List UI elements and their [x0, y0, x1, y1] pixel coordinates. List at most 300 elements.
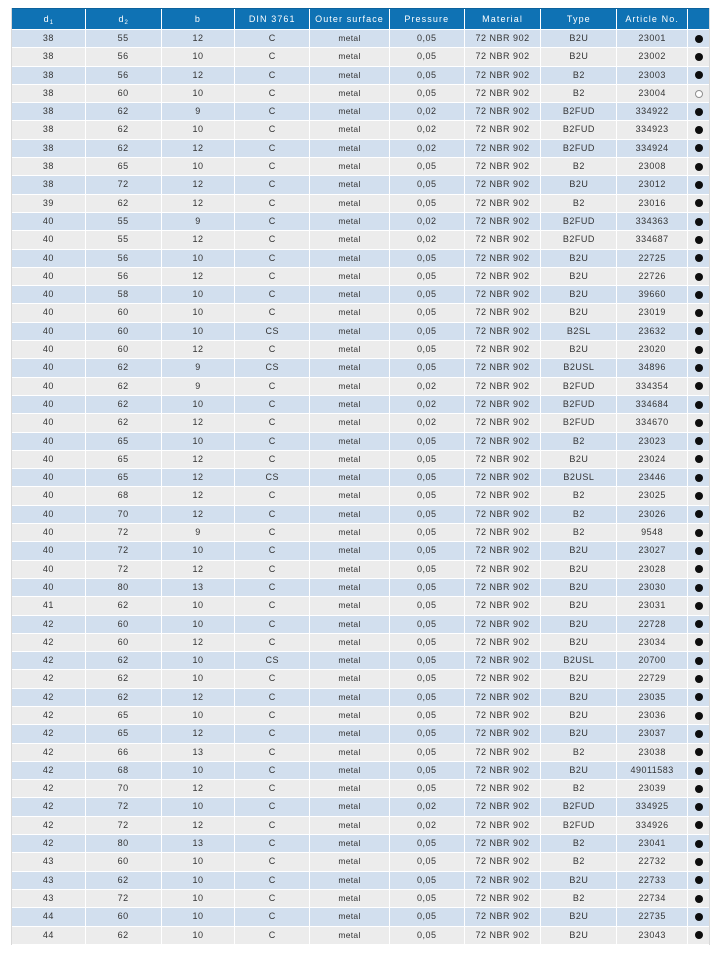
cell-article-no: 23043 [617, 927, 687, 944]
cell-type: B2FUD [541, 396, 616, 413]
cell-article-no: 23016 [617, 195, 687, 212]
cell-article-no: 22732 [617, 853, 687, 870]
cell-d2: 60 [86, 341, 161, 358]
cell-article-no: 23030 [617, 579, 687, 596]
table-body [12, 30, 709, 944]
cell-d2: 80 [86, 579, 161, 596]
cell-pressure: 0,05 [390, 85, 464, 102]
table-row[interactable] [12, 707, 709, 724]
cell-d1: 42 [12, 634, 85, 651]
cell-din-3761: C [235, 634, 309, 651]
availability-filled-dot-icon [695, 931, 703, 939]
cell-d2: 65 [86, 707, 161, 724]
table-row[interactable] [12, 908, 709, 925]
availability-filled-dot-icon [695, 785, 703, 793]
cell-d1: 40 [12, 286, 85, 303]
cell-pressure: 0,05 [390, 634, 464, 651]
cell-article-no: 23008 [617, 158, 687, 175]
cell-article-no: 23025 [617, 487, 687, 504]
cell-outer-surface: metal [310, 670, 389, 687]
cell-b: 10 [162, 304, 235, 321]
cell-b: 10 [162, 158, 235, 175]
availability-filled-dot-icon [695, 821, 703, 829]
cell-article-no: 23024 [617, 451, 687, 468]
cell-d1: 42 [12, 689, 85, 706]
cell-d1: 40 [12, 433, 85, 450]
table-row[interactable] [12, 140, 709, 157]
cell-b: 12 [162, 780, 235, 797]
table-row[interactable] [12, 634, 709, 651]
cell-type: B2FUD [541, 817, 616, 834]
cell-pressure: 0,02 [390, 817, 464, 834]
cell-d2: 60 [86, 323, 161, 340]
cell-material: 72 NBR 902 [465, 487, 541, 504]
table-row[interactable] [12, 268, 709, 285]
cell-outer-surface: metal [310, 561, 389, 578]
table-row[interactable] [12, 451, 709, 468]
table-row[interactable] [12, 762, 709, 779]
cell-availability [688, 762, 709, 779]
cell-type: B2U [541, 762, 616, 779]
cell-material: 72 NBR 902 [465, 396, 541, 413]
cell-pressure: 0,05 [390, 835, 464, 852]
cell-d2: 62 [86, 378, 161, 395]
cell-pressure: 0,05 [390, 616, 464, 633]
cell-d2: 60 [86, 853, 161, 870]
table-row[interactable] [12, 341, 709, 358]
table-row[interactable] [12, 597, 709, 614]
cell-outer-surface: metal [310, 872, 389, 889]
cell-article-no: 23026 [617, 506, 687, 523]
cell-din-3761: CS [235, 469, 309, 486]
cell-b: 12 [162, 689, 235, 706]
cell-din-3761: C [235, 506, 309, 523]
cell-availability [688, 853, 709, 870]
cell-din-3761: C [235, 689, 309, 706]
cell-pressure: 0,05 [390, 304, 464, 321]
table-row[interactable] [12, 652, 709, 669]
cell-d1: 42 [12, 744, 85, 761]
table-header-row [12, 8, 709, 29]
table-row[interactable] [12, 378, 709, 395]
cell-b: 12 [162, 176, 235, 193]
table-row[interactable] [12, 250, 709, 267]
column-header-label: Outer surface [315, 14, 384, 24]
cell-pressure: 0,02 [390, 121, 464, 138]
cell-material: 72 NBR 902 [465, 30, 541, 47]
cell-din-3761: C [235, 890, 309, 907]
cell-pressure: 0,05 [390, 67, 464, 84]
cell-availability [688, 378, 709, 395]
cell-b: 9 [162, 103, 235, 120]
availability-filled-dot-icon [695, 455, 703, 463]
cell-din-3761: C [235, 176, 309, 193]
cell-pressure: 0,05 [390, 652, 464, 669]
cell-din-3761: C [235, 542, 309, 559]
table-row[interactable] [12, 927, 709, 944]
table-row[interactable] [12, 195, 709, 212]
cell-material: 72 NBR 902 [465, 414, 541, 431]
cell-b: 10 [162, 433, 235, 450]
cell-d1: 43 [12, 890, 85, 907]
availability-filled-dot-icon [695, 895, 703, 903]
cell-pressure: 0,05 [390, 579, 464, 596]
cell-article-no: 22733 [617, 872, 687, 889]
cell-d1: 38 [12, 103, 85, 120]
cell-material: 72 NBR 902 [465, 506, 541, 523]
table-row[interactable] [12, 616, 709, 633]
cell-outer-surface: metal [310, 176, 389, 193]
cell-pressure: 0,02 [390, 798, 464, 815]
cell-d2: 60 [86, 908, 161, 925]
cell-pressure: 0,05 [390, 158, 464, 175]
cell-material: 72 NBR 902 [465, 67, 541, 84]
cell-pressure: 0,05 [390, 341, 464, 358]
cell-outer-surface: metal [310, 542, 389, 559]
column-header-subscript: 1 [49, 20, 54, 26]
table-row[interactable] [12, 323, 709, 340]
cell-d1: 40 [12, 506, 85, 523]
cell-d2: 72 [86, 524, 161, 541]
cell-availability [688, 213, 709, 230]
cell-d2: 72 [86, 890, 161, 907]
cell-article-no: 49011583 [617, 762, 687, 779]
cell-availability [688, 85, 709, 102]
cell-availability [688, 835, 709, 852]
cell-din-3761: C [235, 798, 309, 815]
cell-material: 72 NBR 902 [465, 798, 541, 815]
table-row[interactable] [12, 30, 709, 47]
cell-outer-surface: metal [310, 341, 389, 358]
table-row[interactable] [12, 890, 709, 907]
availability-filled-dot-icon [695, 876, 703, 884]
cell-material: 72 NBR 902 [465, 853, 541, 870]
table-row[interactable] [12, 469, 709, 486]
cell-material: 72 NBR 902 [465, 121, 541, 138]
cell-outer-surface: metal [310, 433, 389, 450]
cell-b: 12 [162, 561, 235, 578]
table-row[interactable] [12, 817, 709, 834]
cell-availability [688, 140, 709, 157]
table-row[interactable] [12, 798, 709, 815]
cell-b: 9 [162, 524, 235, 541]
cell-article-no: 22725 [617, 250, 687, 267]
cell-pressure: 0,05 [390, 433, 464, 450]
cell-availability [688, 323, 709, 340]
table-row[interactable] [12, 85, 709, 102]
cell-b: 13 [162, 744, 235, 761]
table-row[interactable] [12, 524, 709, 541]
cell-b: 10 [162, 798, 235, 815]
cell-din-3761: C [235, 396, 309, 413]
cell-type: B2FUD [541, 231, 616, 248]
cell-d2: 55 [86, 30, 161, 47]
cell-b: 10 [162, 85, 235, 102]
cell-b: 12 [162, 67, 235, 84]
table-row[interactable] [12, 872, 709, 889]
table-row[interactable] [12, 304, 709, 321]
table-row[interactable] [12, 506, 709, 523]
table-row[interactable] [12, 396, 709, 413]
cell-din-3761: C [235, 524, 309, 541]
table-row[interactable] [12, 853, 709, 870]
cell-availability [688, 780, 709, 797]
availability-filled-dot-icon [695, 565, 703, 573]
column-header-subscript: 2 [124, 20, 128, 26]
cell-b: 10 [162, 597, 235, 614]
cell-outer-surface: metal [310, 231, 389, 248]
cell-article-no: 22735 [617, 908, 687, 925]
cell-article-no: 23041 [617, 835, 687, 852]
cell-availability [688, 176, 709, 193]
cell-type: B2 [541, 835, 616, 852]
table-row[interactable] [12, 744, 709, 761]
cell-availability [688, 689, 709, 706]
cell-d1: 38 [12, 140, 85, 157]
cell-din-3761: C [235, 195, 309, 212]
column-header-label: d [43, 14, 50, 24]
cell-d2: 62 [86, 689, 161, 706]
cell-material: 72 NBR 902 [465, 323, 541, 340]
table-row[interactable] [12, 213, 709, 230]
cell-article-no: 334354 [617, 378, 687, 395]
table-row[interactable] [12, 231, 709, 248]
table-row[interactable] [12, 780, 709, 797]
table-row[interactable] [12, 579, 709, 596]
cell-availability [688, 744, 709, 761]
table-row[interactable] [12, 689, 709, 706]
cell-din-3761: C [235, 250, 309, 267]
cell-d1: 42 [12, 670, 85, 687]
availability-filled-dot-icon [695, 236, 703, 244]
cell-outer-surface: metal [310, 597, 389, 614]
table-row[interactable] [12, 835, 709, 852]
cell-material: 72 NBR 902 [465, 250, 541, 267]
table-row[interactable] [12, 48, 709, 65]
table-row[interactable] [12, 158, 709, 175]
cell-availability [688, 634, 709, 651]
cell-pressure: 0,05 [390, 286, 464, 303]
cell-pressure: 0,05 [390, 853, 464, 870]
cell-d1: 40 [12, 579, 85, 596]
cell-d1: 40 [12, 250, 85, 267]
availability-filled-dot-icon [695, 364, 703, 372]
cell-material: 72 NBR 902 [465, 762, 541, 779]
cell-availability [688, 341, 709, 358]
cell-outer-surface: metal [310, 140, 389, 157]
cell-d1: 40 [12, 524, 85, 541]
cell-article-no: 334684 [617, 396, 687, 413]
cell-type: B2U [541, 579, 616, 596]
cell-article-no: 23034 [617, 634, 687, 651]
column-header-b [162, 9, 235, 29]
cell-type: B2U [541, 616, 616, 633]
table-row[interactable] [12, 561, 709, 578]
cell-availability [688, 652, 709, 669]
cell-availability [688, 506, 709, 523]
cell-d1: 38 [12, 67, 85, 84]
cell-material: 72 NBR 902 [465, 451, 541, 468]
availability-filled-dot-icon [695, 401, 703, 409]
cell-availability [688, 359, 709, 376]
table-row[interactable] [12, 414, 709, 431]
table-row[interactable] [12, 121, 709, 138]
table-row[interactable] [12, 176, 709, 193]
cell-d2: 56 [86, 250, 161, 267]
cell-type: B2U [541, 872, 616, 889]
cell-outer-surface: metal [310, 780, 389, 797]
cell-material: 72 NBR 902 [465, 707, 541, 724]
availability-filled-dot-icon [695, 218, 703, 226]
cell-material: 72 NBR 902 [465, 890, 541, 907]
cell-d1: 44 [12, 908, 85, 925]
cell-pressure: 0,02 [390, 414, 464, 431]
table-row[interactable] [12, 542, 709, 559]
column-header-label: DIN 3761 [248, 14, 296, 24]
cell-d1: 40 [12, 469, 85, 486]
cell-material: 72 NBR 902 [465, 213, 541, 230]
table-row[interactable] [12, 433, 709, 450]
availability-filled-dot-icon [695, 327, 703, 335]
cell-article-no: 23037 [617, 725, 687, 742]
cell-availability [688, 487, 709, 504]
availability-filled-dot-icon [695, 510, 703, 518]
cell-availability [688, 908, 709, 925]
availability-filled-dot-icon [695, 309, 703, 317]
cell-article-no: 23019 [617, 304, 687, 321]
cell-d1: 40 [12, 231, 85, 248]
cell-b: 12 [162, 451, 235, 468]
cell-b: 10 [162, 890, 235, 907]
cell-outer-surface: metal [310, 744, 389, 761]
cell-availability [688, 250, 709, 267]
cell-d2: 55 [86, 213, 161, 230]
cell-type: B2 [541, 487, 616, 504]
cell-availability [688, 48, 709, 65]
cell-din-3761: C [235, 231, 309, 248]
cell-outer-surface: metal [310, 908, 389, 925]
cell-article-no: 23003 [617, 67, 687, 84]
cell-availability [688, 524, 709, 541]
cell-d2: 65 [86, 451, 161, 468]
cell-article-no: 334922 [617, 103, 687, 120]
table-row[interactable] [12, 725, 709, 742]
cell-outer-surface: metal [310, 762, 389, 779]
cell-pressure: 0,05 [390, 872, 464, 889]
cell-d1: 42 [12, 616, 85, 633]
cell-article-no: 23446 [617, 469, 687, 486]
cell-material: 72 NBR 902 [465, 378, 541, 395]
cell-type: B2U [541, 634, 616, 651]
cell-availability [688, 927, 709, 944]
cell-availability [688, 158, 709, 175]
cell-din-3761: C [235, 451, 309, 468]
cell-type: B2FUD [541, 103, 616, 120]
cell-type: B2SL [541, 323, 616, 340]
cell-din-3761: C [235, 707, 309, 724]
cell-outer-surface: metal [310, 304, 389, 321]
cell-availability [688, 872, 709, 889]
cell-pressure: 0,05 [390, 359, 464, 376]
table-row[interactable] [12, 670, 709, 687]
cell-d1: 40 [12, 451, 85, 468]
availability-filled-dot-icon [695, 693, 703, 701]
cell-outer-surface: metal [310, 890, 389, 907]
cell-outer-surface: metal [310, 85, 389, 102]
table-row[interactable] [12, 359, 709, 376]
cell-article-no: 23023 [617, 433, 687, 450]
cell-d1: 42 [12, 707, 85, 724]
table-row[interactable] [12, 286, 709, 303]
cell-d2: 72 [86, 817, 161, 834]
column-header-label: Type [566, 14, 591, 24]
table-row[interactable] [12, 103, 709, 120]
cell-pressure: 0,02 [390, 103, 464, 120]
cell-material: 72 NBR 902 [465, 140, 541, 157]
cell-din-3761: C [235, 213, 309, 230]
cell-d2: 68 [86, 487, 161, 504]
cell-din-3761: C [235, 304, 309, 321]
cell-b: 13 [162, 835, 235, 852]
column-header-outer-surface [310, 9, 389, 29]
cell-pressure: 0,05 [390, 506, 464, 523]
cell-material: 72 NBR 902 [465, 359, 541, 376]
cell-availability [688, 670, 709, 687]
cell-d2: 58 [86, 286, 161, 303]
cell-availability [688, 579, 709, 596]
cell-material: 72 NBR 902 [465, 433, 541, 450]
cell-material: 72 NBR 902 [465, 195, 541, 212]
cell-b: 12 [162, 506, 235, 523]
cell-d2: 60 [86, 616, 161, 633]
table-row[interactable] [12, 67, 709, 84]
cell-type: B2U [541, 707, 616, 724]
availability-filled-dot-icon [695, 620, 703, 628]
cell-article-no: 23020 [617, 341, 687, 358]
cell-b: 9 [162, 213, 235, 230]
availability-filled-dot-icon [695, 529, 703, 537]
cell-d1: 40 [12, 341, 85, 358]
cell-din-3761: C [235, 268, 309, 285]
cell-outer-surface: metal [310, 121, 389, 138]
cell-d2: 62 [86, 140, 161, 157]
cell-din-3761: C [235, 121, 309, 138]
cell-type: B2U [541, 286, 616, 303]
cell-din-3761: C [235, 48, 309, 65]
cell-article-no: 23002 [617, 48, 687, 65]
cell-material: 72 NBR 902 [465, 652, 541, 669]
cell-b: 10 [162, 323, 235, 340]
availability-filled-dot-icon [695, 748, 703, 756]
cell-pressure: 0,02 [390, 378, 464, 395]
cell-article-no: 9548 [617, 524, 687, 541]
cell-din-3761: C [235, 85, 309, 102]
table-row[interactable] [12, 487, 709, 504]
cell-availability [688, 121, 709, 138]
cell-type: B2 [541, 853, 616, 870]
cell-b: 10 [162, 48, 235, 65]
column-header-material [465, 9, 541, 29]
cell-article-no: 23028 [617, 561, 687, 578]
cell-pressure: 0,05 [390, 927, 464, 944]
cell-pressure: 0,05 [390, 762, 464, 779]
cell-din-3761: C [235, 561, 309, 578]
cell-material: 72 NBR 902 [465, 780, 541, 797]
cell-din-3761: C [235, 487, 309, 504]
cell-d2: 55 [86, 231, 161, 248]
cell-material: 72 NBR 902 [465, 670, 541, 687]
cell-outer-surface: metal [310, 725, 389, 742]
